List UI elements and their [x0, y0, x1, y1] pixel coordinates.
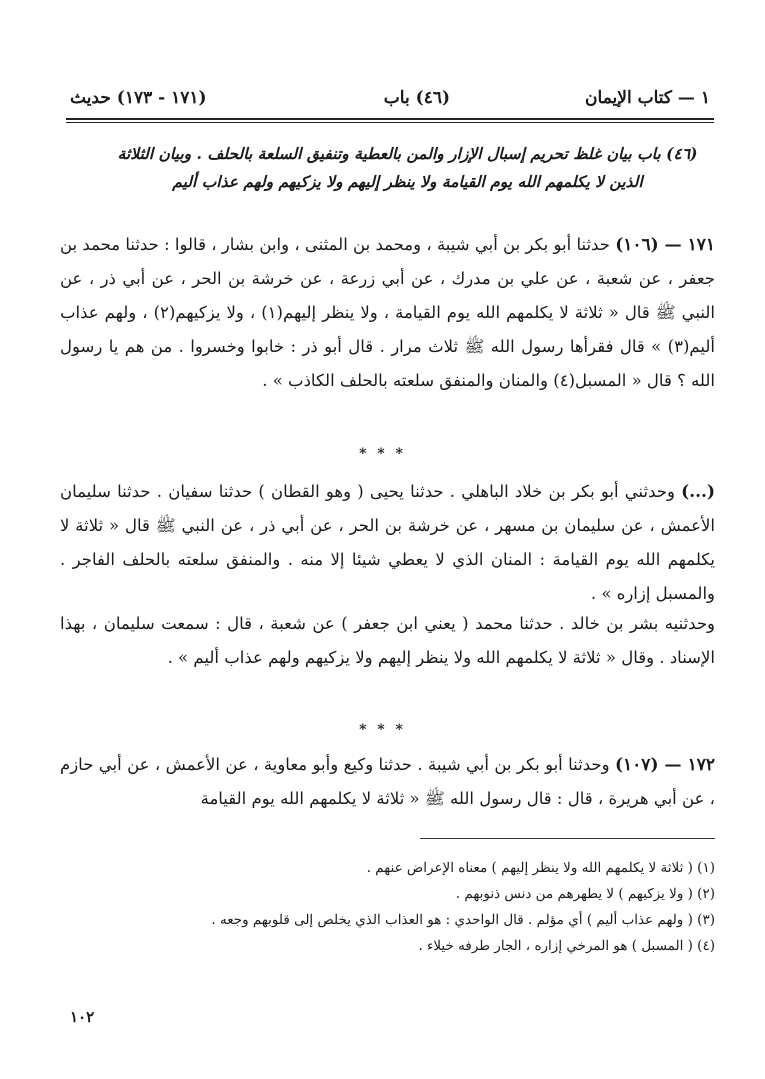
hadith-171-chain [60, 607, 715, 675]
hadith-number: ١٧١ — (١٠٦) [615, 235, 715, 255]
section-separator: * * * [359, 722, 406, 738]
hadith-text: وحدثنيه بشر بن خالد . حدثنا محمد ( يعني ابن جعفر ) عن شعبة ، قال : سمعت سليمان ، بهذا الإسناد . وقال « ثلاثة لا يكلمهم الله ولا ينظر إليهم ولا يزكيهم ولهم عذاب أليم » . [60, 614, 715, 667]
hadith-172 [60, 748, 715, 816]
footnote-rule [420, 838, 715, 839]
hadith-text: وحدثنا أبو بكر بن أبي شيبة . حدثنا وكيع وأبو معاوية ، عن الأعمش ، عن أبي حازم ، عن أبي هريرة ، قال : قال رسول الله ﷺ « ثلاثة لا يكلمهم الله يوم القيامة [60, 755, 715, 808]
section-separator: * * * [359, 446, 406, 462]
footnotes [120, 855, 715, 959]
chapter-title: (٤٦) باب بيان غلظ تحريم إسبال الإزار والمن بالعطية وتنفيق السلعة بالحلف . وبيان الثلاثة الذين لا يكلمهم الله يوم القيامة ولا ينظر إليهم ولا يزكيهم ولهم عذاب أليم [117, 144, 698, 191]
footnote: (٣) ( ولهم عذاب أليم ) أي مؤلم . قال الواحدي : هو العذاب الذي يخلص إلى قلوبهم وجعه . [211, 912, 715, 928]
hadith-171-variant [60, 475, 715, 611]
hadith-number: (...) [681, 482, 715, 502]
hadith-text: وحدثني أبو بكر بن خلاد الباهلي . حدثنا يحيى ( وهو القطان ) حدثنا سفيان . حدثنا سليمان الأعمش ، عن سليمان بن مسهر ، عن خرشة بن الحر ، عن أبي ذر ، عن النبي ﷺ قال « ثلاثة لا يكلمهم الله يوم القيامة : المنان الذي لا يعطي شيئا إلا منه . والمنفق سلعته بالحلف الفاجر . والمسبل إزاره » . [60, 482, 715, 603]
header-rule-thick [66, 118, 714, 120]
header-hadith-range: (١٧١ - ١٧٣) حديث [70, 88, 207, 108]
header-chapter-number: (٤٦) باب [383, 88, 450, 108]
page-number: ١٠٢ [70, 1008, 95, 1026]
footnote: (١) ( ثلاثة لا يكلمهم الله ولا ينظر إليهم ) معناه الإعراض عنهم . [366, 860, 715, 876]
hadith-171 [60, 228, 715, 398]
header-book-title: ١ — كتاب الإيمان [585, 88, 710, 108]
footnote: (٤) ( المسبل ) هو المرخي إزاره ، الجار طرفه خيلاء . [418, 938, 715, 954]
hadith-text: حدثنا أبو بكر بن أبي شيبة ، ومحمد بن المثنى ، وابن بشار ، قالوا : حدثنا محمد بن جعفر ، عن شعبة ، عن علي بن مدرك ، عن أبي زرعة ، عن خرشة بن الحر ، عن أبي ذر ، عن النبي ﷺ قال « ثلاثة لا يكلمهم الله يوم القيامة ، ولا ينظر إليهم(١) ، ولا يزكيهم(٢) ، ولهم عذاب أليم(٣) » قال فقرأها رسول الله ﷺ ثلاث مرار . قال أبو ذر : خابوا وخسروا . من هم يا رسول الله ؟ قال « المسبل(٤) والمنان والمنفق سلعته بالحلف الكاذب » . [60, 235, 716, 390]
running-header [70, 84, 710, 114]
header-rule-thin [66, 122, 714, 123]
footnote: (٢) ( ولا يزكيهم ) لا يطهرهم من دنس ذنوبهم . [455, 886, 715, 902]
hadith-number: ١٧٢ — (١٠٧) [614, 755, 716, 775]
